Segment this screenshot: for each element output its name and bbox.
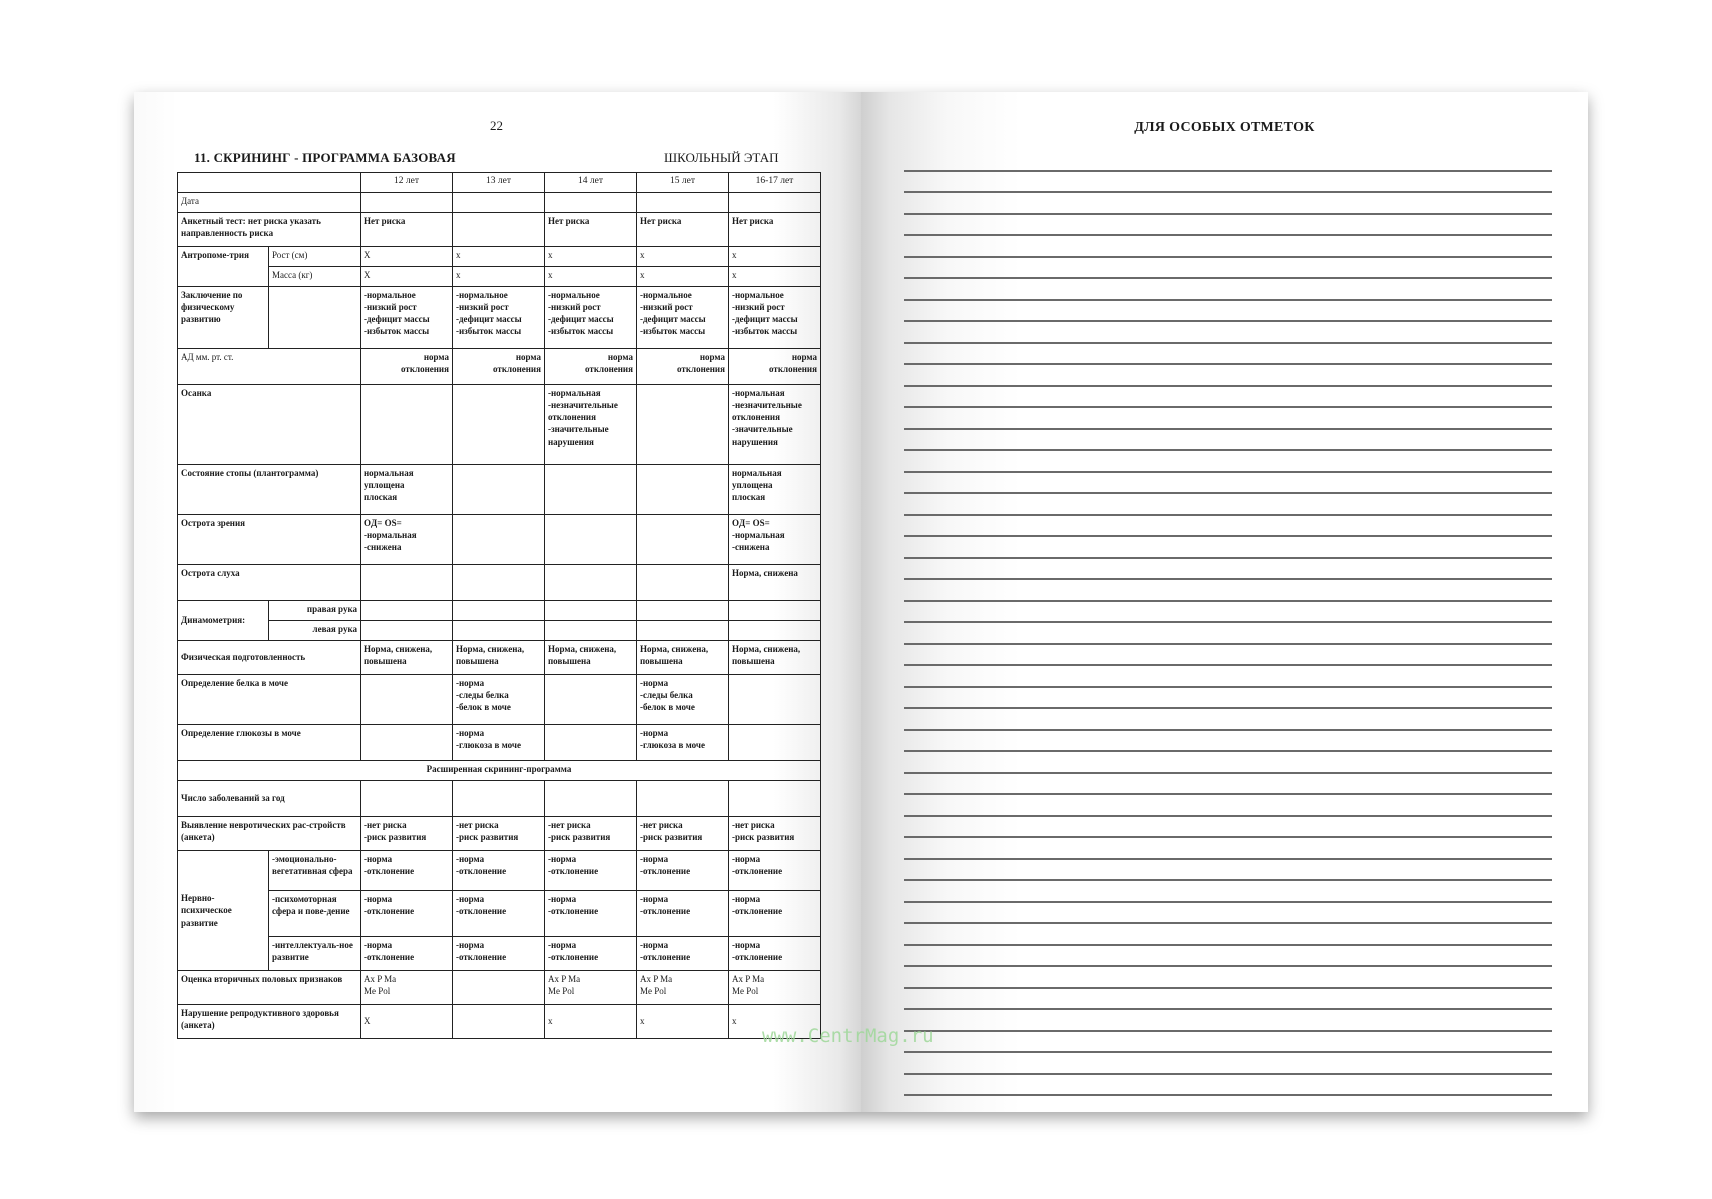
cell-height-15: x	[637, 247, 729, 267]
cell	[637, 565, 729, 601]
cell-conclusion-14: -нормальное -низкий рост -дефицит массы -избыток массы	[545, 287, 637, 349]
row-secondary	[178, 971, 821, 1005]
cell-repro-14: x	[545, 1005, 637, 1039]
cell	[545, 193, 637, 213]
cell-height-13: x	[453, 247, 545, 267]
cell	[729, 621, 821, 641]
cell-neuro-intellectual-12: -норма -отклонение	[361, 937, 453, 971]
cell	[545, 675, 637, 725]
ruled-line	[904, 903, 1552, 925]
cell-secondary-12: Ax P Ma Me Pol	[361, 971, 453, 1005]
ruled-line	[904, 301, 1552, 323]
cell-protein-13: -норма -следы белка -белок в моче	[453, 675, 545, 725]
cell-anketa-14: Нет риска	[545, 213, 637, 247]
screening-table	[177, 172, 821, 1039]
row-date	[178, 193, 821, 213]
cell-neuro-intellectual-13: -норма -отклонение	[453, 937, 545, 971]
label-neuro-psychomotor: -психомоторная сфера и пове-дение	[269, 891, 361, 937]
ruled-line	[904, 1075, 1552, 1097]
row-height	[178, 247, 821, 267]
cell	[545, 781, 637, 817]
cell	[453, 565, 545, 601]
cell-protein-15: -норма -следы белка -белок в моче	[637, 675, 729, 725]
ruled-line	[904, 602, 1552, 624]
ruled-line	[904, 279, 1552, 301]
label-neuro-emotional: -эмоционально-вегетативная сфера	[269, 851, 361, 891]
row-foot	[178, 465, 821, 515]
ruled-line	[904, 731, 1552, 753]
cell-neuro-intellectual-14: -норма -отклонение	[545, 937, 637, 971]
page-number: 22	[490, 118, 503, 133]
cell-height-14: x	[545, 247, 637, 267]
row-neuro-emotional	[178, 851, 821, 891]
cell-anketa-13	[453, 213, 545, 247]
cell-glucose-15: -норма -глюкоза в моче	[637, 725, 729, 761]
ruled-line	[904, 580, 1552, 602]
cell	[453, 781, 545, 817]
cell-neuro-emotional-14: -норма -отклонение	[545, 851, 637, 891]
cell-mass-14: x	[545, 267, 637, 287]
cell-neuro-psychomotor-13: -норма -отклонение	[453, 891, 545, 937]
cell-neuro-emotional-13: -норма -отклонение	[453, 851, 545, 891]
ruled-line	[904, 924, 1552, 946]
cell	[453, 193, 545, 213]
label-illness: Число заболеваний за год	[178, 781, 361, 817]
label-neurotic: Выявление невротических рас-стройств (анкета)	[178, 817, 361, 851]
cell	[637, 621, 729, 641]
cell	[453, 385, 545, 465]
label-dyn-right: правая рука	[269, 601, 361, 621]
cell	[361, 675, 453, 725]
cell-conclusion-13: -нормальное -низкий рост -дефицит массы -избыток массы	[453, 287, 545, 349]
left-page	[134, 92, 861, 1112]
label-posture: Осанка	[178, 385, 361, 465]
label-repro: Нарушение репродуктивного здоровья (анкета)	[178, 1005, 361, 1039]
ruled-line	[904, 322, 1552, 344]
cell-foot-12: нормальная уплощена плоская	[361, 465, 453, 515]
cell-neuro-psychomotor-12: -норма -отклонение	[361, 891, 453, 937]
cell-anketa-12: Нет риска	[361, 213, 453, 247]
cell	[361, 725, 453, 761]
row-anketa	[178, 213, 821, 247]
cell-mass-12: X	[361, 267, 453, 287]
cell	[729, 781, 821, 817]
cell	[637, 601, 729, 621]
cell	[361, 193, 453, 213]
ruled-line	[904, 709, 1552, 731]
cell-height-12: X	[361, 247, 453, 267]
header-empty	[178, 173, 361, 193]
cell-mass-13: x	[453, 267, 545, 287]
cell-physical-14: Норма, снижена, повышена	[545, 641, 637, 675]
label-vision: Острота зрения	[178, 515, 361, 565]
cell	[637, 465, 729, 515]
cell-neurotic-16-17: -нет риска -риск развития	[729, 817, 821, 851]
cell-height-16-17: x	[729, 247, 821, 267]
cell-neurotic-15: -нет риска -риск развития	[637, 817, 729, 851]
cell-neurotic-12: -нет риска -риск развития	[361, 817, 453, 851]
row-ad	[178, 349, 821, 385]
ruled-line	[904, 387, 1552, 409]
ruled-line	[904, 365, 1552, 387]
cell-neuro-intellectual-16-17: -норма -отклонение	[729, 937, 821, 971]
ruled-line	[904, 860, 1552, 882]
ruled-line	[904, 774, 1552, 796]
ruled-line	[904, 559, 1552, 581]
cell-repro-13	[453, 1005, 545, 1039]
ruled-line	[904, 473, 1552, 495]
label-conclusion: Заключение по физическому развитию	[178, 287, 269, 349]
row-glucose	[178, 725, 821, 761]
cell-conclusion-16-17: -нормальное -низкий рост -дефицит массы -избыток массы	[729, 287, 821, 349]
label-anketa: Анкетный тест: нет риска указать направленность риска	[178, 213, 361, 247]
cell	[453, 621, 545, 641]
cell-ad-13: норма отклонения	[453, 349, 545, 385]
row-mass	[178, 267, 821, 287]
cell	[361, 601, 453, 621]
row-neurotic	[178, 817, 821, 851]
cell-physical-12: Норма, снижена, повышена	[361, 641, 453, 675]
cell	[361, 565, 453, 601]
cell	[637, 385, 729, 465]
cell	[361, 781, 453, 817]
cell-secondary-16-17: Ax P Ma Me Pol	[729, 971, 821, 1005]
cell-neuro-intellectual-15: -норма -отклонение	[637, 937, 729, 971]
cell-vision-16-17: OД= OS= -нормальная -снижена	[729, 515, 821, 565]
cell	[637, 515, 729, 565]
ruled-line	[904, 817, 1552, 839]
cell	[545, 725, 637, 761]
ruled-line	[904, 752, 1552, 774]
ruled-line	[904, 881, 1552, 903]
cell	[269, 287, 361, 349]
label-hearing: Острота слуха	[178, 565, 361, 601]
cell	[545, 515, 637, 565]
row-illness	[178, 781, 821, 817]
cell-repro-15: x	[637, 1005, 729, 1039]
ruled-line	[904, 193, 1552, 215]
cell	[729, 601, 821, 621]
cell	[453, 601, 545, 621]
ruled-line	[904, 516, 1552, 538]
cell	[729, 193, 821, 213]
cell-physical-13: Норма, снижена, повышена	[453, 641, 545, 675]
label-secondary: Оценка вторичных половых признаков	[178, 971, 361, 1005]
ruled-line	[904, 451, 1552, 473]
label-ad: АД мм. рт. ст.	[178, 349, 361, 385]
header-age-12: 12 лет	[361, 173, 453, 193]
row-dynamometry-left	[178, 621, 821, 641]
label-neuro-intellectual: -интеллектуаль-ное развитие	[269, 937, 361, 971]
cell	[545, 465, 637, 515]
ruled-lines	[904, 150, 1552, 1096]
cell-glucose-13: -норма -глюкоза в моче	[453, 725, 545, 761]
ruled-line	[904, 838, 1552, 860]
label-glucose: Определение глюкозы в моче	[178, 725, 361, 761]
cell-anketa-15: Нет риска	[637, 213, 729, 247]
cell-ad-14: норма отклонения	[545, 349, 637, 385]
header-row	[178, 173, 821, 193]
cell-neuro-emotional-16-17: -норма -отклонение	[729, 851, 821, 891]
ruled-line	[904, 172, 1552, 194]
cell-anketa-16-17: Нет риска	[729, 213, 821, 247]
label-anthropometry: Антропоме-трия	[178, 247, 269, 287]
ruled-line	[904, 430, 1552, 452]
cell-foot-16-17: нормальная уплощена плоская	[729, 465, 821, 515]
row-conclusion	[178, 287, 821, 349]
ruled-line	[904, 946, 1552, 968]
label-dynamometry: Динамометрия:	[178, 601, 269, 641]
header-age-15: 15 лет	[637, 173, 729, 193]
cell-neurotic-14: -нет риска -риск развития	[545, 817, 637, 851]
cell	[545, 621, 637, 641]
cell-vision-12: OД= OS= -нормальная -снижена	[361, 515, 453, 565]
ruled-line	[904, 795, 1552, 817]
cell-secondary-15: Ax P Ma Me Pol	[637, 971, 729, 1005]
header-age-16-17: 16-17 лет	[729, 173, 821, 193]
cell-neurotic-13: -нет риска -риск развития	[453, 817, 545, 851]
cell-posture-16-17: -нормальная -незначительные отклонения -значительные нарушения	[729, 385, 821, 465]
ruled-line	[904, 258, 1552, 280]
label-height: Рост (см)	[269, 247, 361, 267]
right-page	[861, 92, 1588, 1112]
row-physical	[178, 641, 821, 675]
ruled-line	[904, 236, 1552, 258]
cell	[361, 621, 453, 641]
ruled-line	[904, 989, 1552, 1011]
ruled-line	[904, 215, 1552, 237]
label-foot: Состояние стопы (плантограмма)	[178, 465, 361, 515]
label-neuro: Нервно-психическое развитие	[178, 851, 269, 971]
ruled-line	[904, 1010, 1552, 1032]
cell-conclusion-15: -нормальное -низкий рост -дефицит массы -избыток массы	[637, 287, 729, 349]
cell-physical-15: Норма, снижена, повышена	[637, 641, 729, 675]
ruled-line	[904, 494, 1552, 516]
cell-ad-16-17: норма отклонения	[729, 349, 821, 385]
ruled-line	[904, 1032, 1552, 1054]
cell-secondary-14: Ax P Ma Me Pol	[545, 971, 637, 1005]
row-extended	[178, 761, 821, 781]
cell-repro-12: X	[361, 1005, 453, 1039]
ruled-line	[904, 150, 1552, 172]
cell	[453, 465, 545, 515]
row-hearing	[178, 565, 821, 601]
stage-label: ШКОЛЬНЫЙ ЭТАП	[664, 150, 779, 165]
row-posture	[178, 385, 821, 465]
cell-neuro-psychomotor-14: -норма -отклонение	[545, 891, 637, 937]
cell-hearing-16-17: Норма, снижена	[729, 565, 821, 601]
cell-conclusion-12: -нормальное -низкий рост -дефицит массы -избыток массы	[361, 287, 453, 349]
cell	[729, 725, 821, 761]
cell-mass-16-17: x	[729, 267, 821, 287]
ruled-line	[904, 967, 1552, 989]
label-physical: Физическая подготовленность	[178, 641, 361, 675]
ruled-line	[904, 623, 1552, 645]
watermark: www.CentrMag.ru	[762, 1025, 934, 1047]
cell	[545, 601, 637, 621]
cell	[729, 675, 821, 725]
notes-title: ДЛЯ ОСОБЫХ ОТМЕТОК	[1134, 120, 1315, 135]
cell-neuro-psychomotor-16-17: -норма -отклонение	[729, 891, 821, 937]
cell-repro-16-17: x	[729, 1005, 821, 1039]
row-repro	[178, 1005, 821, 1039]
ruled-line	[904, 537, 1552, 559]
ruled-line	[904, 666, 1552, 688]
cell	[545, 565, 637, 601]
label-protein: Определение белка в моче	[178, 675, 361, 725]
ruled-line	[904, 344, 1552, 366]
section-title: 11. СКРИНИНГ - ПРОГРАММА БАЗОВАЯ	[194, 150, 456, 165]
row-vision	[178, 515, 821, 565]
header-age-14: 14 лет	[545, 173, 637, 193]
row-neuro-intellectual	[178, 937, 821, 971]
cell-mass-15: x	[637, 267, 729, 287]
cell	[453, 515, 545, 565]
cell	[637, 781, 729, 817]
header-age-13: 13 лет	[453, 173, 545, 193]
row-dynamometry-right	[178, 601, 821, 621]
booklet-spread	[134, 92, 1588, 1112]
cell-physical-16-17: Норма, снижена, повышена	[729, 641, 821, 675]
extended-program-title: Расширенная скрининг-программа	[178, 761, 821, 781]
cell-ad-12: норма отклонения	[361, 349, 453, 385]
label-mass: Масса (кг)	[269, 267, 361, 287]
ruled-line	[904, 645, 1552, 667]
row-protein	[178, 675, 821, 725]
cell-ad-15: норма отклонения	[637, 349, 729, 385]
ruled-line	[904, 1053, 1552, 1075]
cell-posture-14: -нормальная -незначительные отклонения -значительные нарушения	[545, 385, 637, 465]
label-date: Дата	[178, 193, 361, 213]
cell-neuro-emotional-12: -норма -отклонение	[361, 851, 453, 891]
cell-neuro-emotional-15: -норма -отклонение	[637, 851, 729, 891]
ruled-line	[904, 408, 1552, 430]
cell	[361, 385, 453, 465]
label-dyn-left: левая рука	[269, 621, 361, 641]
cell	[637, 193, 729, 213]
row-neuro-psychomotor	[178, 891, 821, 937]
ruled-line	[904, 688, 1552, 710]
cell-neuro-psychomotor-15: -норма -отклонение	[637, 891, 729, 937]
cell	[453, 971, 545, 1005]
